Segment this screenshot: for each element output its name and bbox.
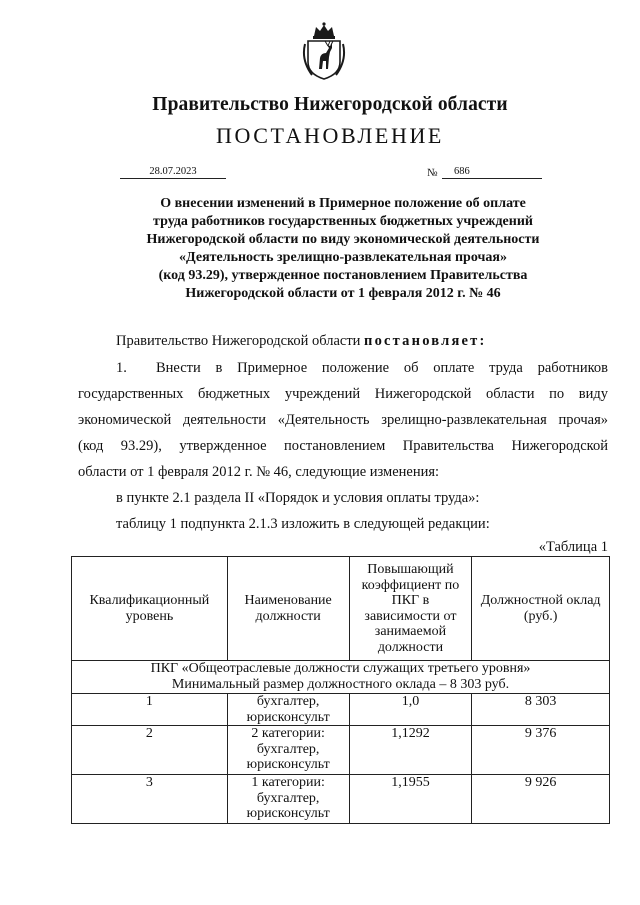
cell-coefficient: 1,1292 [349, 726, 472, 775]
number-label: № [427, 167, 438, 179]
table-header-row [72, 557, 610, 661]
government-title: Правительство Нижегородской области [152, 94, 508, 115]
cell-salary: 9 926 [472, 775, 610, 824]
cell-coefficient: 1,1955 [349, 775, 472, 824]
table-row [72, 775, 610, 824]
header-salary: Должностной оклад (руб.) [472, 557, 610, 661]
cell-position: 2 категории: бухгалтер, юрисконсульт [227, 726, 349, 775]
group-title: ПКГ «Общеотраслевые должности служащих третьего уровня» [150, 661, 531, 676]
document-number: 686 [442, 166, 542, 179]
cell-position: бухгалтер, юрисконсульт [227, 694, 349, 726]
document-type: ПОСТАНОВЛЕНИЕ [216, 123, 444, 148]
item-line: экономической деятельности «Деятельность зрелищно-развлекательная прочая» [78, 412, 608, 428]
coat-of-arms-icon [302, 22, 346, 80]
subject-line: Нижегородской области от 1 февраля 2012 г. № 46 [185, 286, 501, 301]
resolution-intro [78, 328, 608, 354]
item-line: Внести в Примерное положение об оплате труда работников [156, 360, 608, 376]
document-date: 28.07.2023 [120, 166, 226, 179]
cell-salary: 9 376 [472, 726, 610, 775]
table-row [72, 726, 610, 775]
table-row [72, 694, 610, 726]
header-level: Квалификационный уровень [72, 557, 228, 661]
table-group-row [72, 661, 610, 694]
clause-text: в пункте 2.1 раздела II «Порядок и условия оплаты труда»: [116, 490, 480, 506]
item-line: области от 1 февраля 2012 г. № 46, следующие изменения: [78, 464, 440, 480]
header-coefficient: Повышающий коэффициент по ПКГ в зависимости от занимаемой должности [349, 557, 472, 661]
item-line: (код 93.29), утвержденное постановлением Правительства Нижегородской [78, 438, 608, 454]
cell-level: 3 [72, 775, 228, 824]
subject-line: Нижегородской области по виду экономической деятельности [146, 232, 540, 247]
cell-salary: 8 303 [472, 694, 610, 726]
subject-line: «Деятельность зрелищно-развлекательная прочая» [179, 250, 507, 265]
item-number: 1. [116, 360, 127, 376]
header-position: Наименование должности [227, 557, 349, 661]
cell-coefficient: 1,0 [349, 694, 472, 726]
cell-level: 1 [72, 694, 228, 726]
intro-text: Правительство Нижегородской области [116, 333, 361, 349]
cell-position: 1 категории: бухгалтер, юрисконсульт [227, 775, 349, 824]
item-1 [78, 355, 608, 485]
subject-line: труда работников государственных бюджетных учреждений [153, 214, 533, 229]
table-caption: «Таблица 1 [538, 539, 608, 555]
instruction-text: таблицу 1 подпункта 2.1.3 изложить в следующей редакции: [116, 516, 490, 532]
group-min-salary: Минимальный размер должностного оклада – 8 303 руб. [171, 677, 510, 692]
document-subject [0, 195, 640, 303]
group-cell [72, 661, 610, 694]
cell-level: 2 [72, 726, 228, 775]
item-line: государственных бюджетных учреждений Нижегородской области по виду [78, 386, 608, 402]
salary-table [71, 556, 610, 824]
subject-line: (код 93.29), утвержденное постановлением Правительства [158, 268, 528, 283]
intro-resolves: постановляет: [364, 333, 487, 349]
subject-line: О внесении изменений в Примерное положение об оплате [160, 196, 526, 211]
